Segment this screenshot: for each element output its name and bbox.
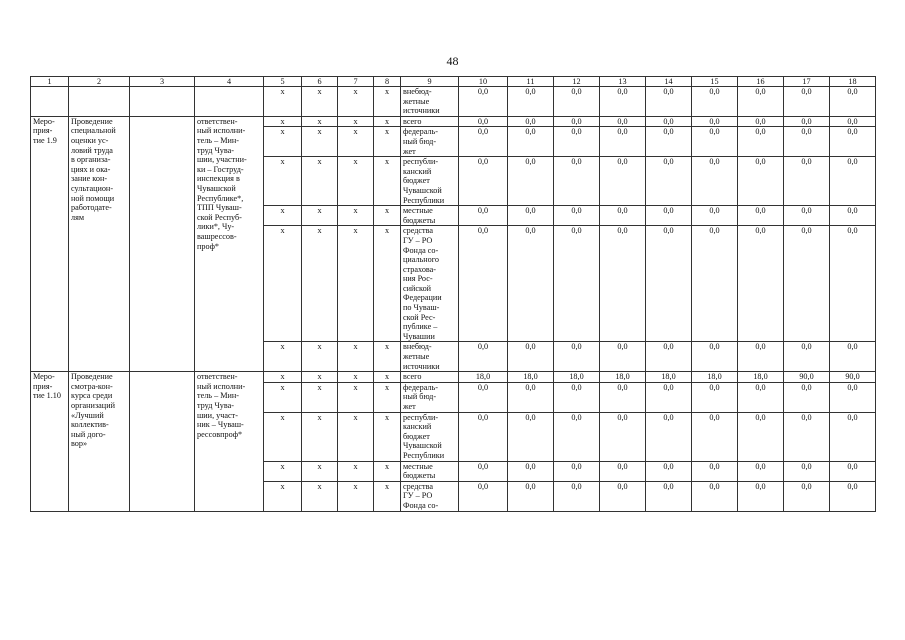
- value-cell: 0,0: [692, 127, 738, 157]
- empty-cell: [195, 87, 264, 117]
- value-cell: 0,0: [646, 382, 692, 412]
- value-cell: 0,0: [646, 206, 692, 226]
- mark-cell: x: [374, 127, 401, 157]
- mark-cell: x: [338, 127, 374, 157]
- funding-source: средства ГУ – РО Фонда со- циального страхова- ния Рос- сийской Федерации по Чуваш- ской Рес- публике – Чувашии: [401, 226, 459, 342]
- column-number: 17: [784, 77, 830, 87]
- value-cell: 0,0: [738, 116, 784, 127]
- mark-cell: x: [374, 372, 401, 383]
- value-cell: 0,0: [830, 382, 876, 412]
- value-cell: 0,0: [692, 116, 738, 127]
- mark-cell: x: [374, 342, 401, 372]
- value-cell: 0,0: [459, 461, 508, 481]
- mark-cell: x: [374, 412, 401, 461]
- value-cell: 0,0: [459, 342, 508, 372]
- value-cell: 0,0: [554, 382, 600, 412]
- funding-source: федераль- ный бюд- жет: [401, 382, 459, 412]
- mark-cell: x: [302, 382, 338, 412]
- value-cell: 0,0: [784, 481, 830, 511]
- value-cell: 0,0: [784, 87, 830, 117]
- value-cell: 0,0: [692, 382, 738, 412]
- column-number: 8: [374, 77, 401, 87]
- value-cell: 0,0: [738, 87, 784, 117]
- value-cell: 18,0: [692, 372, 738, 383]
- value-cell: 0,0: [600, 116, 646, 127]
- value-cell: 0,0: [830, 157, 876, 206]
- mark-cell: x: [374, 206, 401, 226]
- value-cell: 0,0: [508, 127, 554, 157]
- value-cell: 0,0: [692, 342, 738, 372]
- value-cell: 0,0: [459, 116, 508, 127]
- mark-cell: x: [264, 382, 302, 412]
- column-number: 15: [692, 77, 738, 87]
- value-cell: 0,0: [738, 412, 784, 461]
- mark-cell: x: [302, 116, 338, 127]
- column-number: 16: [738, 77, 784, 87]
- value-cell: 0,0: [600, 342, 646, 372]
- value-cell: 0,0: [508, 481, 554, 511]
- value-cell: 0,0: [646, 87, 692, 117]
- mark-cell: x: [264, 157, 302, 206]
- table-row: [31, 87, 876, 117]
- mark-cell: x: [302, 127, 338, 157]
- value-cell: 0,0: [738, 226, 784, 342]
- empty-cell: [130, 372, 195, 511]
- value-cell: 0,0: [600, 127, 646, 157]
- value-cell: 0,0: [554, 127, 600, 157]
- funding-source: местные бюджеты: [401, 206, 459, 226]
- mark-cell: x: [374, 481, 401, 511]
- value-cell: 0,0: [508, 157, 554, 206]
- empty-cell: [130, 87, 195, 117]
- measure-executors: ответствен- ный исполни- тель – Мин- труд Чува- шии, участ- ник – Чуваш- рессовпроф*: [195, 372, 264, 511]
- mark-cell: x: [302, 481, 338, 511]
- mark-cell: x: [374, 116, 401, 127]
- value-cell: 0,0: [459, 87, 508, 117]
- value-cell: 0,0: [554, 157, 600, 206]
- value-cell: 0,0: [508, 342, 554, 372]
- value-cell: 18,0: [508, 372, 554, 383]
- mark-cell: x: [338, 461, 374, 481]
- funding-source: средства ГУ – РО Фонда со-: [401, 481, 459, 511]
- mark-cell: x: [374, 382, 401, 412]
- mark-cell: x: [374, 87, 401, 117]
- measure-executors: ответствен- ный исполни- тель – Мин- труд Чува- шии, участни- ки – Гоструд- инспекция в Чувашской Республике*, ТПП Чуваш- ской Респуб- лики*, Чу- вашрессов- проф*: [195, 116, 264, 371]
- value-cell: 18,0: [646, 372, 692, 383]
- value-cell: 0,0: [646, 461, 692, 481]
- value-cell: 0,0: [830, 116, 876, 127]
- value-cell: 0,0: [554, 481, 600, 511]
- value-cell: 18,0: [600, 372, 646, 383]
- value-cell: 0,0: [554, 116, 600, 127]
- value-cell: 0,0: [646, 412, 692, 461]
- value-cell: 18,0: [554, 372, 600, 383]
- funding-source: внебюд- жетные источники: [401, 342, 459, 372]
- value-cell: 0,0: [738, 481, 784, 511]
- mark-cell: x: [264, 412, 302, 461]
- value-cell: 0,0: [784, 206, 830, 226]
- mark-cell: x: [302, 461, 338, 481]
- mark-cell: x: [374, 461, 401, 481]
- value-cell: 0,0: [830, 206, 876, 226]
- value-cell: 0,0: [646, 342, 692, 372]
- value-cell: 0,0: [646, 116, 692, 127]
- value-cell: 0,0: [784, 382, 830, 412]
- column-number: 5: [264, 77, 302, 87]
- mark-cell: x: [338, 382, 374, 412]
- mark-cell: x: [302, 342, 338, 372]
- funding-source: республи- канский бюджет Чувашской Республики: [401, 412, 459, 461]
- funding-source: внебюд- жетные источники: [401, 87, 459, 117]
- value-cell: 0,0: [600, 157, 646, 206]
- value-cell: 0,0: [784, 226, 830, 342]
- value-cell: 0,0: [738, 127, 784, 157]
- value-cell: 0,0: [508, 412, 554, 461]
- value-cell: 0,0: [738, 461, 784, 481]
- value-cell: 0,0: [784, 157, 830, 206]
- measure-code: Меро- прия- тие 1.9: [31, 116, 69, 371]
- table-row: [31, 372, 876, 383]
- mark-cell: x: [302, 226, 338, 342]
- value-cell: 0,0: [600, 87, 646, 117]
- measure-code: Меро- прия- тие 1.10: [31, 372, 69, 511]
- mark-cell: x: [302, 206, 338, 226]
- column-number: 3: [130, 77, 195, 87]
- empty-cell: [69, 87, 130, 117]
- funding-source: всего: [401, 116, 459, 127]
- mark-cell: x: [264, 206, 302, 226]
- mark-cell: x: [338, 481, 374, 511]
- column-number: 1: [31, 77, 69, 87]
- mark-cell: x: [302, 157, 338, 206]
- value-cell: 0,0: [692, 87, 738, 117]
- column-number: 7: [338, 77, 374, 87]
- value-cell: 0,0: [459, 127, 508, 157]
- mark-cell: x: [338, 157, 374, 206]
- value-cell: 0,0: [830, 412, 876, 461]
- value-cell: 0,0: [508, 382, 554, 412]
- value-cell: 0,0: [554, 342, 600, 372]
- mark-cell: x: [264, 372, 302, 383]
- value-cell: 0,0: [830, 461, 876, 481]
- value-cell: 0,0: [784, 342, 830, 372]
- value-cell: 0,0: [508, 116, 554, 127]
- column-number: 9: [401, 77, 459, 87]
- value-cell: 0,0: [554, 206, 600, 226]
- value-cell: 0,0: [554, 87, 600, 117]
- column-number: 14: [646, 77, 692, 87]
- mark-cell: x: [302, 87, 338, 117]
- funding-source: республи- канский бюджет Чувашской Республики: [401, 157, 459, 206]
- mark-cell: x: [264, 481, 302, 511]
- header-row: [31, 77, 876, 87]
- value-cell: 0,0: [554, 226, 600, 342]
- value-cell: 0,0: [830, 481, 876, 511]
- column-number: 18: [830, 77, 876, 87]
- mark-cell: x: [264, 87, 302, 117]
- column-number: 6: [302, 77, 338, 87]
- value-cell: 0,0: [508, 87, 554, 117]
- value-cell: 90,0: [784, 372, 830, 383]
- value-cell: 0,0: [459, 157, 508, 206]
- mark-cell: x: [264, 226, 302, 342]
- value-cell: 0,0: [830, 342, 876, 372]
- value-cell: 0,0: [459, 412, 508, 461]
- mark-cell: x: [338, 87, 374, 117]
- mark-cell: x: [302, 372, 338, 383]
- mark-cell: x: [338, 372, 374, 383]
- mark-cell: x: [374, 226, 401, 342]
- empty-cell: [130, 116, 195, 371]
- value-cell: 0,0: [784, 127, 830, 157]
- value-cell: 0,0: [830, 87, 876, 117]
- value-cell: 0,0: [784, 116, 830, 127]
- value-cell: 0,0: [554, 461, 600, 481]
- value-cell: 0,0: [738, 206, 784, 226]
- value-cell: 0,0: [508, 206, 554, 226]
- measure-name: Проведение смотра-кон- курса среди организаций «Лучший коллектив- ный дого- вор»: [69, 372, 130, 511]
- value-cell: 0,0: [646, 157, 692, 206]
- value-cell: 0,0: [459, 481, 508, 511]
- value-cell: 90,0: [830, 372, 876, 383]
- value-cell: 0,0: [692, 412, 738, 461]
- funding-source: федераль- ный бюд- жет: [401, 127, 459, 157]
- budget-table: [30, 76, 876, 512]
- mark-cell: x: [338, 342, 374, 372]
- value-cell: 0,0: [692, 226, 738, 342]
- value-cell: 0,0: [508, 226, 554, 342]
- mark-cell: x: [264, 116, 302, 127]
- empty-cell: [31, 87, 69, 117]
- value-cell: 0,0: [600, 206, 646, 226]
- value-cell: 0,0: [554, 412, 600, 461]
- value-cell: 0,0: [738, 382, 784, 412]
- value-cell: 0,0: [784, 461, 830, 481]
- value-cell: 0,0: [784, 412, 830, 461]
- column-number: 13: [600, 77, 646, 87]
- page-number: 48: [446, 54, 459, 68]
- mark-cell: x: [338, 116, 374, 127]
- measure-name: Проведение специальной оценки ус- ловий труда в организа- циях и ока- зание кон- сультацион- ной помощи работодате- лям: [69, 116, 130, 371]
- value-cell: 0,0: [600, 461, 646, 481]
- mark-cell: x: [264, 127, 302, 157]
- mark-cell: x: [264, 461, 302, 481]
- column-number: 4: [195, 77, 264, 87]
- value-cell: 0,0: [459, 206, 508, 226]
- mark-cell: x: [338, 226, 374, 342]
- value-cell: 18,0: [738, 372, 784, 383]
- value-cell: 0,0: [692, 481, 738, 511]
- value-cell: 0,0: [692, 206, 738, 226]
- column-number: 12: [554, 77, 600, 87]
- mark-cell: x: [302, 412, 338, 461]
- column-number: 10: [459, 77, 508, 87]
- value-cell: 0,0: [459, 226, 508, 342]
- value-cell: 0,0: [692, 157, 738, 206]
- funding-source: местные бюджеты: [401, 461, 459, 481]
- value-cell: 0,0: [738, 342, 784, 372]
- value-cell: 0,0: [600, 412, 646, 461]
- funding-source: всего: [401, 372, 459, 383]
- value-cell: 0,0: [646, 226, 692, 342]
- value-cell: 0,0: [508, 461, 554, 481]
- value-cell: 0,0: [830, 226, 876, 342]
- column-number: 11: [508, 77, 554, 87]
- value-cell: 0,0: [738, 157, 784, 206]
- value-cell: 0,0: [692, 461, 738, 481]
- mark-cell: x: [338, 206, 374, 226]
- mark-cell: x: [264, 342, 302, 372]
- value-cell: 0,0: [600, 481, 646, 511]
- value-cell: 0,0: [600, 226, 646, 342]
- value-cell: 0,0: [646, 127, 692, 157]
- column-number: 2: [69, 77, 130, 87]
- table-row: [31, 116, 876, 127]
- value-cell: 0,0: [600, 382, 646, 412]
- value-cell: 0,0: [646, 481, 692, 511]
- value-cell: 18,0: [459, 372, 508, 383]
- value-cell: 0,0: [830, 127, 876, 157]
- mark-cell: x: [374, 157, 401, 206]
- mark-cell: x: [338, 412, 374, 461]
- value-cell: 0,0: [459, 382, 508, 412]
